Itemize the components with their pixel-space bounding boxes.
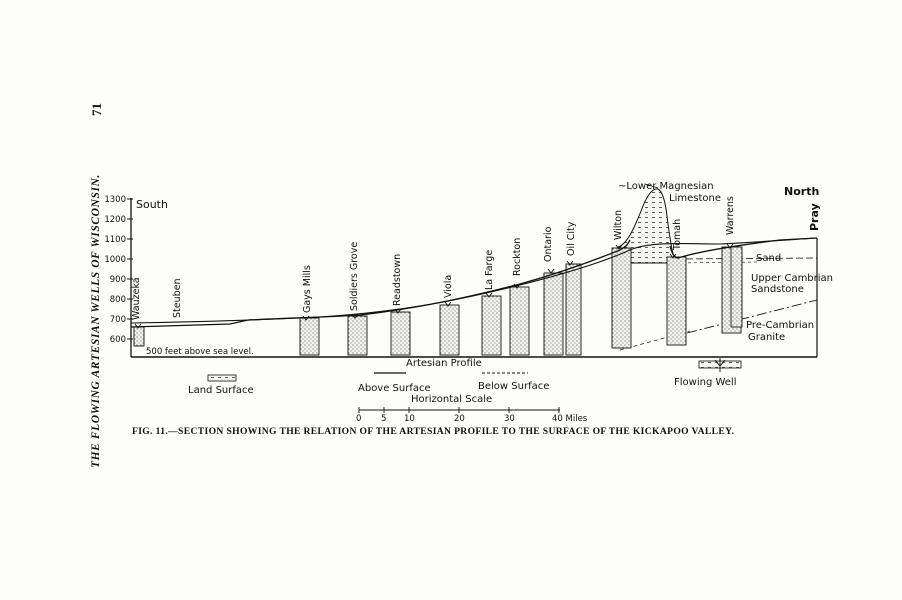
limestone-label: ~Lower Magnesian	[618, 181, 714, 192]
town-label: Wauzeka	[131, 277, 142, 320]
base-elevation-note: 500 feet above sea level.	[146, 347, 254, 357]
town-label: Ontario	[543, 226, 554, 262]
scale-tick-label: 5	[381, 414, 387, 424]
well-warrens-2	[731, 247, 742, 327]
town-label: Tomah	[672, 218, 683, 250]
elevation-tick-label: 700	[109, 315, 126, 325]
town-label: Warrens	[725, 196, 736, 235]
direction-south: South	[136, 198, 168, 211]
well-tomah	[667, 257, 686, 345]
scale-tick-label: 10	[404, 414, 415, 424]
elevation-tick-label: 1300	[104, 195, 126, 205]
well-gays-mills	[300, 318, 319, 355]
sandstone-label: Upper Cambrian	[751, 273, 834, 284]
sand-label: Sand	[756, 253, 782, 264]
land-surface-line	[131, 238, 817, 327]
horizontal-scale	[356, 394, 588, 424]
elevation-tick-label: 900	[109, 275, 126, 285]
direction-north: North	[784, 185, 820, 198]
scale-tick-label: 40 Miles	[552, 414, 588, 424]
artesian-profile-label: Artesian Profile	[406, 358, 482, 369]
elevation-tick-label: 1200	[104, 215, 126, 225]
well-ontario	[544, 273, 563, 355]
well-wauzeka	[134, 327, 144, 346]
well-soldiers-grove	[348, 316, 367, 355]
scale-tick-label: 30	[504, 414, 515, 424]
well-oil-city	[566, 264, 581, 355]
well-readstown	[391, 312, 410, 355]
scale-title: Horizontal Scale	[411, 394, 493, 405]
legend-flowing-well: Flowing Well	[674, 377, 737, 388]
sand-boundary	[676, 258, 817, 259]
legend-above-surface: Above Surface	[358, 383, 431, 394]
granite-label: Pre-Cambrian	[746, 320, 815, 331]
page-number: 71	[89, 103, 104, 116]
elevation-axis	[104, 195, 133, 357]
legend-land-surface: Land Surface	[188, 385, 254, 396]
well-la-farge	[482, 296, 501, 355]
elevation-tick-label: 800	[109, 295, 126, 305]
town-label: Soldiers Grove	[349, 241, 360, 311]
well-rockton	[510, 287, 529, 355]
land-surface-swatch	[208, 375, 236, 381]
scale-tick-label: 0	[356, 414, 362, 424]
elevation-tick-label: 1100	[104, 235, 126, 245]
well-viola	[440, 305, 459, 355]
running-head: THE FLOWING ARTESIAN WELLS OF WISCONSIN.	[90, 174, 102, 468]
sandstone-label: Sandstone	[751, 284, 804, 295]
town-label: Wilton	[613, 209, 624, 240]
town-label: Viola	[443, 274, 454, 298]
town-label: Readstown	[392, 253, 403, 306]
town-label: Gays Mills	[302, 265, 313, 313]
artesian-profile-line	[131, 238, 817, 323]
flowing-well-swatch	[699, 358, 741, 372]
elevation-tick-label: 600	[109, 335, 126, 345]
granite-label: Granite	[748, 332, 786, 343]
town-label: Pray	[808, 203, 821, 231]
town-label: La Farge	[484, 249, 495, 290]
town-label: Oil City	[566, 221, 577, 256]
sandstone-boundary	[676, 262, 760, 263]
town-label: Steuben	[172, 278, 183, 318]
well-wilton	[612, 248, 631, 348]
legend-below-surface: Below Surface	[478, 381, 550, 392]
scale-tick-label: 20	[454, 414, 465, 424]
figure-caption: FIG. 11.—SECTION SHOWING THE RELATION OF THE ARTESIAN PROFILE TO THE SURFACE OF THE KICKAPOO VALLEY.	[132, 426, 735, 437]
town-label: Rockton	[512, 237, 523, 276]
limestone-label: Limestone	[669, 193, 721, 204]
elevation-tick-label: 1000	[104, 255, 126, 265]
